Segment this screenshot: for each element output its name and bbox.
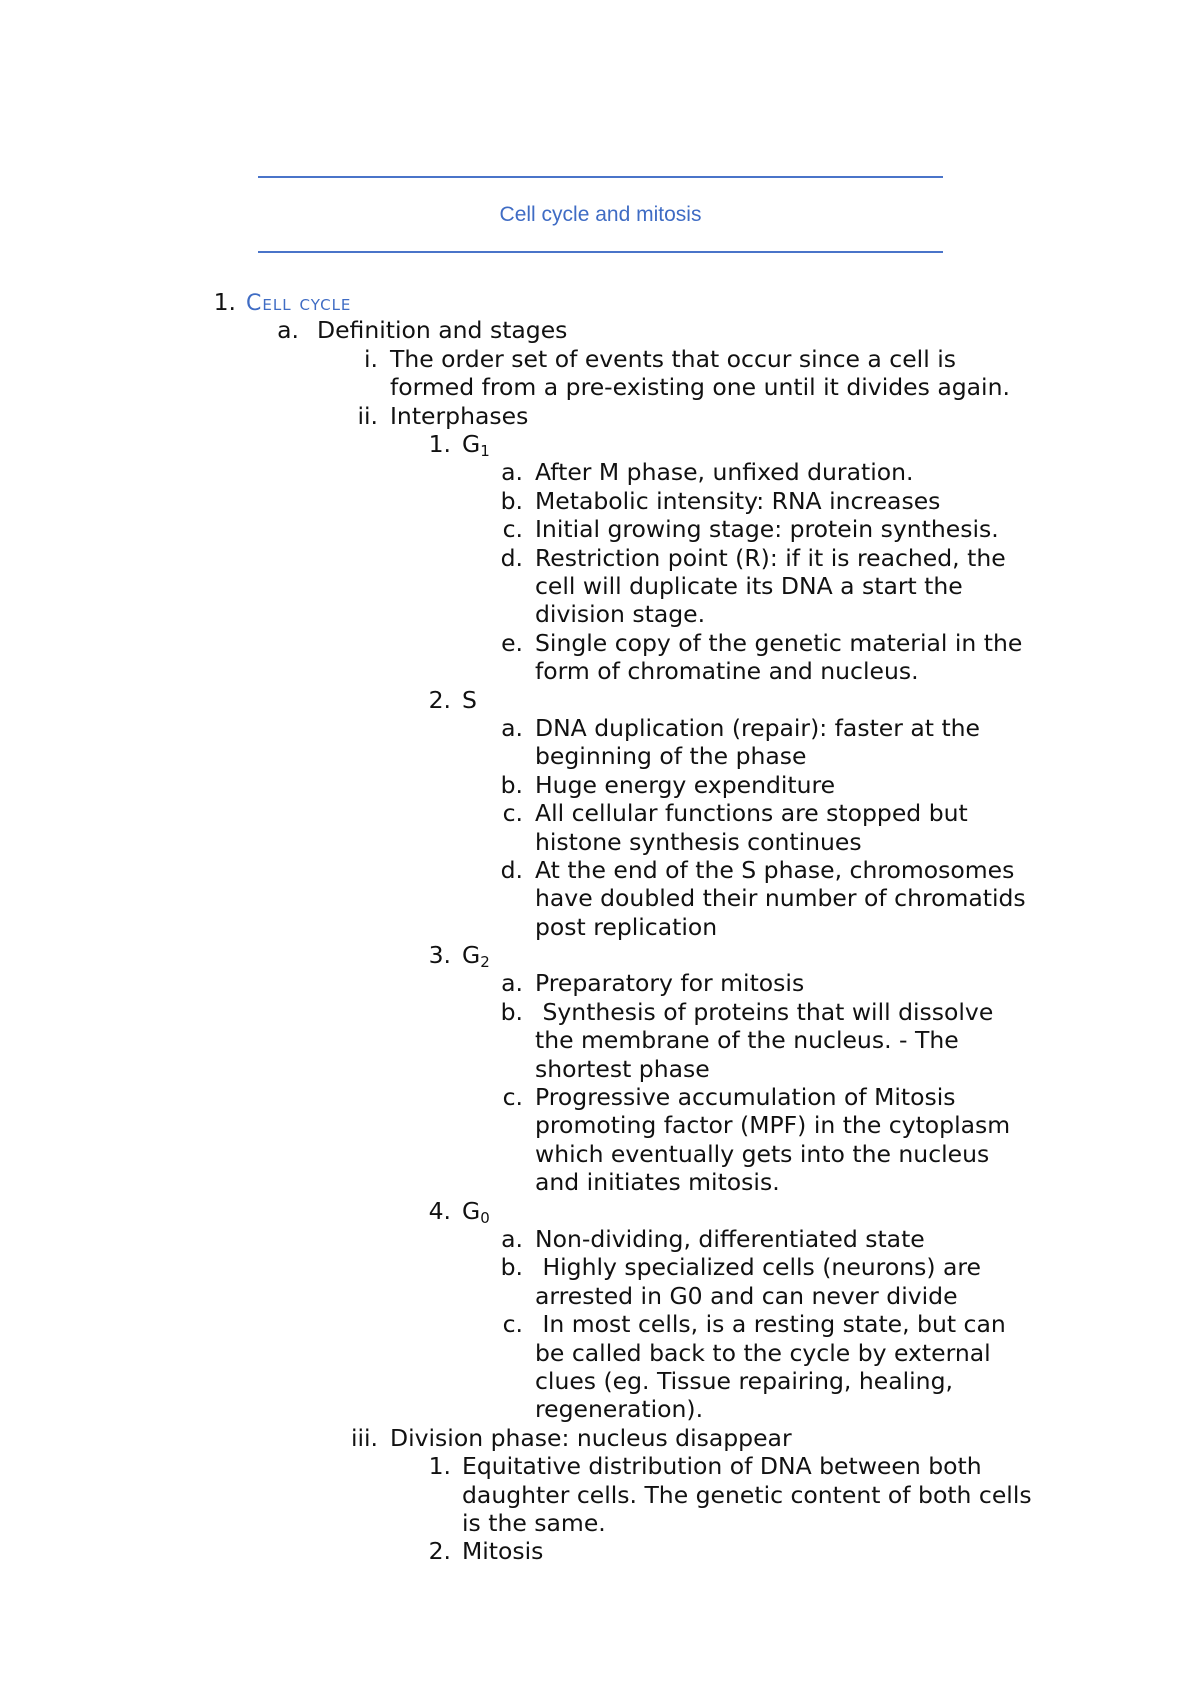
outline-item bbox=[0, 316, 1200, 344]
outline-item bbox=[0, 544, 1200, 629]
outline-item bbox=[0, 1424, 1200, 1452]
outline-item bbox=[0, 941, 1200, 972]
outline-text: Non-dividing, differentiated state bbox=[535, 1225, 925, 1254]
outline-marker: d. bbox=[500, 543, 523, 572]
outline-text: Synthesis of proteins that will dissolve the membrane of the nucleus. - The shortest phase bbox=[535, 997, 1001, 1083]
outline-text: Division phase: nucleus disappear bbox=[390, 1423, 792, 1452]
outline-marker: 3. bbox=[428, 941, 451, 970]
outline-marker: d. bbox=[500, 855, 523, 884]
outline-marker: a. bbox=[501, 969, 523, 998]
outline-marker: e. bbox=[501, 628, 523, 657]
outline-text: Interphases bbox=[390, 401, 529, 430]
outline-item bbox=[0, 1083, 1200, 1197]
outline-item bbox=[0, 998, 1200, 1083]
outline-text: Progressive accumulation of Mitosis promoting factor (MPF) in the cytoplasm which eventually gets into the nucleus and initiates mitosis. bbox=[535, 1083, 1018, 1197]
outline-text: Metabolic intensity: RNA increases bbox=[535, 486, 941, 515]
outline-marker: c. bbox=[502, 799, 523, 828]
outline-text: $G_2$ bbox=[462, 941, 490, 972]
outline-marker: b. bbox=[500, 486, 523, 515]
outline-marker: b. bbox=[500, 770, 523, 799]
outline-item bbox=[0, 345, 1200, 402]
outline-item bbox=[0, 856, 1200, 941]
outline-item bbox=[0, 487, 1200, 515]
outline-marker: 1. bbox=[428, 429, 451, 458]
outline-item bbox=[0, 1537, 1200, 1565]
outline-item bbox=[0, 714, 1200, 771]
outline-text: Definition and stages bbox=[317, 316, 568, 345]
outline-item bbox=[0, 1452, 1200, 1537]
outline-marker: c. bbox=[502, 1310, 523, 1339]
outline-text: Huge energy expenditure bbox=[535, 770, 836, 799]
title-block bbox=[258, 176, 943, 253]
outline-marker: 1. bbox=[213, 288, 236, 316]
outline-marker: a. bbox=[277, 316, 299, 345]
outline-item bbox=[0, 288, 1200, 316]
title-bottom-rule bbox=[258, 251, 943, 253]
outline-marker: ii. bbox=[357, 401, 378, 430]
outline-marker: a. bbox=[501, 713, 523, 742]
outline-text: Preparatory for mitosis bbox=[535, 969, 805, 998]
outline-item bbox=[0, 1253, 1200, 1310]
outline-list bbox=[0, 288, 1200, 1566]
outline-marker: b. bbox=[500, 997, 523, 1026]
outline-marker: 4. bbox=[428, 1196, 451, 1225]
outline-text: Highly specialized cells (neurons) are arrested in G0 and can never divide bbox=[535, 1253, 989, 1310]
outline-text: DNA duplication (repair): faster at the beginning of the phase bbox=[535, 713, 988, 771]
outline-marker: 2. bbox=[428, 1537, 451, 1566]
outline-text: Initial growing stage: protein synthesis. bbox=[535, 515, 999, 544]
outline-marker: a. bbox=[501, 1225, 523, 1254]
outline-text: Equitative distribution of DNA between both daughter cells. The genetic content of both cells is the same. bbox=[462, 1452, 1040, 1538]
outline-marker: b. bbox=[500, 1253, 523, 1282]
outline-text: In most cells, is a resting state, but can be called back to the cycle by external clues (eg. Tissue repairing, healing, regeneration). bbox=[535, 1310, 1014, 1424]
outline-item bbox=[0, 1310, 1200, 1424]
outline-marker: 1. bbox=[428, 1452, 451, 1481]
outline-text: $G_1$ bbox=[462, 429, 490, 460]
outline-text: After M phase, unfixed duration. bbox=[535, 458, 914, 487]
outline-item bbox=[0, 629, 1200, 686]
outline-marker: c. bbox=[502, 1083, 523, 1112]
phase-subscript: 0 bbox=[480, 1208, 490, 1227]
outline-text: Mitosis bbox=[462, 1537, 544, 1566]
outline-item bbox=[0, 969, 1200, 997]
outline-item bbox=[0, 1197, 1200, 1225]
outline-text: At the end of the S phase, chromosomes have doubled their number of chromatids post replication bbox=[535, 855, 1034, 941]
outline-text: S bbox=[462, 685, 477, 714]
outline-item bbox=[0, 402, 1200, 430]
outline-marker: i. bbox=[364, 344, 378, 373]
phase-subscript: 1 bbox=[480, 441, 490, 460]
outline-item bbox=[0, 799, 1200, 856]
outline-text: The order set of events that occur since a cell is formed from a pre-existing one until it divides again. bbox=[390, 344, 1010, 402]
outline-text: $G_0$ bbox=[462, 1196, 490, 1227]
outline-text: Single copy of the genetic material in the form of chromatine and nucleus. bbox=[535, 628, 1030, 686]
outline-text: Restriction point (R): if it is reached, the cell will duplicate its DNA a start the division stage. bbox=[535, 543, 1014, 629]
outline-item bbox=[0, 430, 1200, 458]
outline-text: Cell cycle bbox=[246, 291, 352, 316]
outline-item bbox=[0, 458, 1200, 486]
outline-marker: iii. bbox=[350, 1423, 378, 1452]
outline-item bbox=[0, 686, 1200, 714]
outline-item bbox=[0, 515, 1200, 543]
outline-marker: a. bbox=[501, 458, 523, 487]
outline-item bbox=[0, 1225, 1200, 1253]
page-title: Cell cycle and mitosis bbox=[499, 203, 702, 226]
phase-subscript: 2 bbox=[480, 953, 490, 972]
outline-marker: c. bbox=[502, 515, 523, 544]
outline-item bbox=[0, 771, 1200, 799]
outline-marker: 2. bbox=[428, 685, 451, 714]
outline-text: All cellular functions are stopped but histone synthesis continues bbox=[535, 799, 976, 856]
